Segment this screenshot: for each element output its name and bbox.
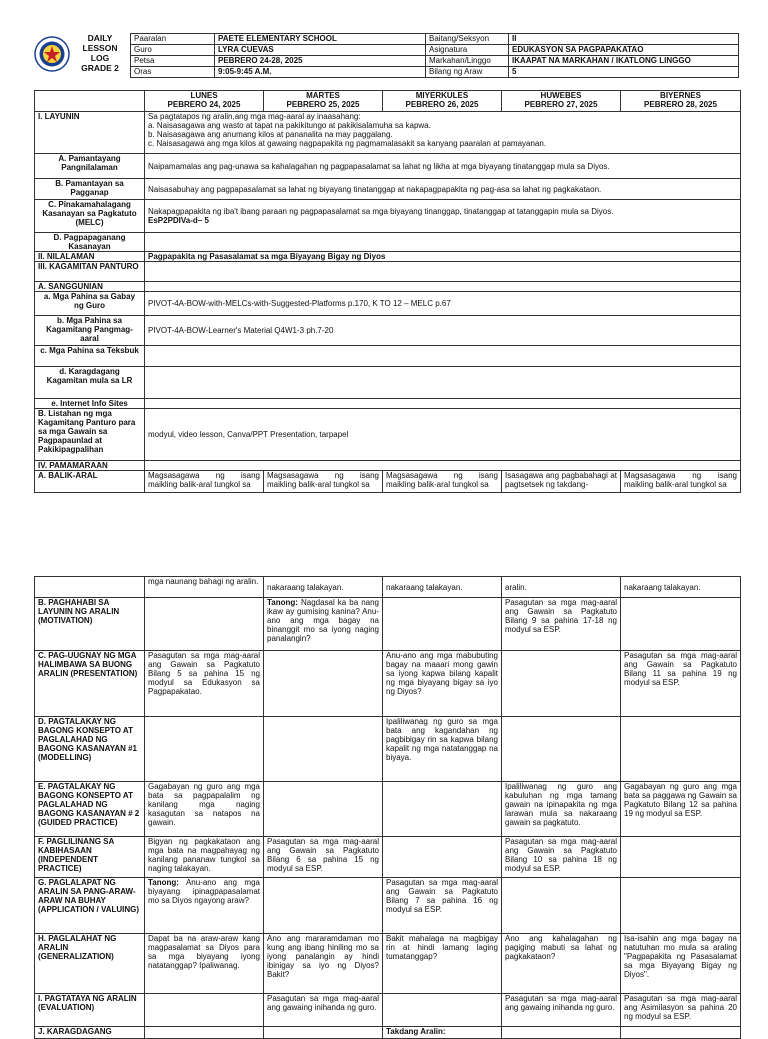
procedure-cell — [264, 651, 383, 717]
day-name: BIYERNES — [660, 91, 701, 100]
continuation-cell: nakaraang talakayan. — [383, 577, 502, 598]
kagamitan-row — [35, 262, 741, 282]
header-row — [131, 34, 739, 45]
procedure-cell: Anu-ano ang mga mabubuting bagay na maaari mong gawin sa iyong kapwa bilang kapalit ng mga biyayang bigay sa iyo ng Diyos? — [383, 651, 502, 717]
procedure-cell — [145, 994, 264, 1027]
teksbuk-row — [35, 346, 741, 367]
pagtataya-row — [35, 994, 741, 1027]
lesson-plan-table — [34, 90, 741, 493]
procedure-cell: Pasagutan sa mga mag-aaral ang gawaing inihanda ng guro. — [502, 994, 621, 1027]
procedure-cell: Pasagutan sa mga mag-aaral ang gawaing inihanda ng guro. — [264, 994, 383, 1027]
kagamitang-content: PIVOT-4A-BOW-Learner's Material Q4W1-3 ph.7-20 — [145, 316, 741, 346]
header-label: Asignatura — [426, 45, 509, 56]
question-prefix: Tanong: — [267, 598, 298, 607]
paglilinang-row — [35, 837, 741, 878]
karagdagang-gawain-row — [35, 1027, 741, 1039]
balik-aral-cell: Magsasagawa ng isang maikling balik-aral tungkol sa — [383, 471, 502, 493]
procedure-cell — [502, 1027, 621, 1039]
procedure-cell — [502, 878, 621, 934]
paglalahat-row — [35, 934, 741, 994]
procedure-cell: Gagabayan ng guro ang mga bata sa paggawa ng Gawain sa Pagkatuto Bilang 12 sa pahina 19 ng modyul sa ESP. — [621, 782, 741, 837]
day-header-biyernes — [621, 91, 741, 112]
paghahabi-row — [35, 598, 741, 651]
balik-aral-cell: Magsasagawa ng isang maikling balik-aral tungkol sa — [145, 471, 264, 493]
procedure-cell — [145, 1027, 264, 1039]
lesson-plan-table-page-2 — [34, 576, 741, 1039]
procedure-cell: Dapat ba na araw-araw kang magpasalamat sa Diyos para sa mga biyayang iyong natatanggap? Ipaliwanag. — [145, 934, 264, 994]
header-label: Oras — [131, 67, 215, 78]
layunin-item-b: b. Naisasagawa ang anumang kilos at pananalita na may paggalang. — [148, 130, 393, 139]
day-name: HUWEBES — [540, 91, 582, 100]
procedure-label: E. PAGTALAKAY NG BAGONG KONSEPTO AT PAGLALAHAD NG BAGONG KASANAYAN # 2 (GUIDED PRACTICE) — [35, 782, 145, 837]
procedure-cell — [383, 837, 502, 878]
paganap-content: Naisasabuhay ang pagpapasalamat sa lahat ng biyayang tinatanggap at nakapagpapakita ng pag-asa sa lahat ng pagkakataon. — [145, 179, 741, 200]
procedure-cell: Pasagutan sa mga mag-aaral ang Asimilasyon sa pahina 20 ng modyul sa ESP. — [621, 994, 741, 1027]
question-text: Anu-ano ang mga biyayang ipinagpapasalamat mo sa Diyos ngayong araw? — [148, 878, 260, 905]
days-header-row — [35, 91, 741, 112]
procedure-label: G. PAGLALAPAT NG ARALIN SA PANG-ARAW-ARAW NA BUHAY (APPLICATION / VALUING) — [35, 878, 145, 934]
pamamaraan-row — [35, 461, 741, 471]
procedure-cell: Ipaliliwanag ng guro sa mga bata ang kagandahan ng pagbibigay rin sa kapwa bilang kapalit ng mga natatanggap na biyaya. — [383, 717, 502, 782]
deped-seal-logo — [34, 36, 70, 72]
pag-uugnay-row — [35, 651, 741, 717]
teksbuk-label: c. Mga Pahina sa Teksbuk — [35, 346, 145, 367]
gabay-label: a. Mga Pahina sa Gabay ng Guro — [35, 292, 145, 316]
layunin-item-c: c. Naisasagawa ang mga kilos at gawaing nagpapakita ng pagmamalasakit sa kanyang paaralan at pamayanan. — [148, 139, 547, 148]
procedure-cell: Bakit mahalaga na magbigay rin at hindi lamang laging tumatanggap? — [383, 934, 502, 994]
procedure-label: F. PAGLILINANG SA KABIHASAAN (INDEPENDENT PRACTICE) — [35, 837, 145, 878]
day-name: LUNES — [190, 91, 218, 100]
continuation-cell: aralin. — [502, 577, 621, 598]
procedure-cell — [264, 782, 383, 837]
question-prefix: Tanong: — [148, 878, 179, 887]
listahan-row — [35, 409, 741, 461]
procedure-cell — [502, 651, 621, 717]
nilalaman-label: II. NILALAMAN — [35, 252, 145, 262]
procedure-cell: Gagabayan ng guro ang mga bata sa pagpapalalim ng kanilang mga naging kasagutan sa natapos na gawain. — [145, 782, 264, 837]
pagpaganang-row — [35, 233, 741, 252]
day-date: PEBRERO 27, 2025 — [524, 100, 598, 109]
sanggunian-row — [35, 282, 741, 292]
paganap-row — [35, 179, 741, 200]
balik-aral-cell: Isasagawa ang pagbabahagi at pagtsetsek ng takdang- — [502, 471, 621, 493]
continuation-cell: nakaraang talakayan. — [264, 577, 383, 598]
daily-lesson-log-title — [72, 33, 128, 73]
melc-text: Nakapagpapakita ng iba't ibang paraan ng pagpapasalamat sa mga biyayang tinanggap, tinatanggap at tatanggapin mula sa Diyos. — [148, 207, 614, 216]
header-info-table — [130, 33, 739, 78]
header-label: Markahan/Linggo — [426, 56, 509, 67]
procedure-cell: Ipaliliwanag ng guro ang kabuluhan ng mga tamang gawain na ipinapakita ng mga larawan mula sa nakaraang gawain sa pagkatuto. — [502, 782, 621, 837]
day-header-huwebes — [502, 91, 621, 112]
procedure-cell: Ano ang kahalagahan ng pagiging mabuti sa lahat ng pagkakataon? — [502, 934, 621, 994]
procedure-cell — [264, 598, 383, 651]
layunin-item-a: a. Naisasagawa ang wasto at tapat na pakikitungo at pakikisalamuha sa kapwa. — [148, 121, 431, 130]
title-line-4: GRADE 2 — [81, 63, 119, 73]
procedure-cell — [383, 782, 502, 837]
balik-aral-cell: Magsasagawa ng isang maikling balik-aral tungkol sa — [621, 471, 741, 493]
procedure-cell — [145, 878, 264, 934]
gabay-row — [35, 292, 741, 316]
teacher-value: LYRA CUEVAS — [215, 45, 426, 56]
day-date: PEBRERO 26, 2025 — [405, 100, 479, 109]
pagtalakay-2-row — [35, 782, 741, 837]
subject-value: EDUKASYON SA PAGPAPAKATAO — [509, 45, 739, 56]
header-row — [131, 67, 739, 78]
procedure-cell: Takdang Aralin: — [383, 1027, 502, 1039]
procedure-label: H. PAGLALAHAT NG ARALIN (GENERALIZATION) — [35, 934, 145, 994]
continuation-row — [35, 577, 741, 598]
procedure-cell — [383, 598, 502, 651]
sanggunian-label: A. SANGGUNIAN — [35, 282, 145, 292]
procedure-label: I. PAGTATAYA NG ARALIN (EVALUATION) — [35, 994, 145, 1027]
layunin-label: I. LAYUNIN — [35, 112, 145, 154]
procedure-cell — [383, 994, 502, 1027]
procedure-label: C. PAG-UUGNAY NG MGA HALIMBAWA SA BUONG ARALIN (PRESENTATION) — [35, 651, 145, 717]
header-label: Paaralan — [131, 34, 215, 45]
pagtalakay-1-row — [35, 717, 741, 782]
pamantayang-row — [35, 154, 741, 179]
header-label: Bilang ng Araw — [426, 67, 509, 78]
date-value: PEBRERO 24-28, 2025 — [215, 56, 426, 67]
pagpaganang-label: D. Pagpapaganang Kasanayan — [35, 233, 145, 252]
melc-code: EsP2PDIVa-d– 5 — [148, 216, 209, 225]
layunin-row — [35, 112, 741, 154]
grade-section-value: II — [509, 34, 739, 45]
procedure-cell — [264, 1027, 383, 1039]
nilalaman-row — [35, 252, 741, 262]
day-date: PEBRERO 25, 2025 — [286, 100, 360, 109]
day-name: MIYERKULES — [415, 91, 469, 100]
procedure-cell — [145, 717, 264, 782]
procedure-label: D. PAGTALAKAY NG BAGONG KONSEPTO AT PAGLALAHAD NG BAGONG KASANAYAN #1 (MODELLING) — [35, 717, 145, 782]
header-label: Petsa — [131, 56, 215, 67]
day-header-miyerkules — [383, 91, 502, 112]
school-value: PAETE ELEMENTARY SCHOOL — [215, 34, 426, 45]
days-count-value: 5 — [509, 67, 739, 78]
procedure-cell — [621, 598, 741, 651]
procedure-cell — [621, 878, 741, 934]
procedure-cell: Isa-isahin ang mga bagay na natutuhan mo mula sa araling "Pagpapakita ng Pasasalamat sa mga Biyayang Bigay ng Diyos". — [621, 934, 741, 994]
procedure-cell — [621, 837, 741, 878]
day-header-martes — [264, 91, 383, 112]
paglalapat-row — [35, 878, 741, 934]
paganap-label: B. Pamantayan sa Pagganap — [35, 179, 145, 200]
balik-aral-cell: Magsasagawa ng isang maikling balik-aral tungkol sa — [264, 471, 383, 493]
header-row — [131, 45, 739, 56]
continuation-cell: mga naunang bahagi ng aralin. — [145, 577, 264, 598]
quarter-week-value: IKAAPAT NA MARKAHAN / IKATLONG LINGGO — [509, 56, 739, 67]
procedure-cell: Pasagutan sa mga mag-aaral ang Gawain sa Pagkatuto Bilang 6 sa pahina 15 ng modyul sa ESP. — [264, 837, 383, 878]
listahan-content: modyul, video lesson, Canva/PPT Presentation, tarpapel — [145, 409, 741, 461]
nilalaman-content: Pagpapakita ng Pasasalamat sa mga Biyayang Bigay ng Diyos — [145, 252, 741, 262]
pamamaraan-label: IV. PAMAMARAAN — [35, 461, 145, 471]
procedure-cell: Pasagutan sa mga mag-aaral ang Gawain sa Pagkatuto Bilang 5 sa pahina 15 ng modyul sa Edukasyon sa Pagpapakatao. — [145, 651, 264, 717]
balik-aral-label: A. BALIK-ARAL — [35, 471, 145, 493]
title-line-1: DAILY — [87, 33, 113, 43]
melc-row — [35, 200, 741, 233]
procedure-cell: Pasagutan sa mga mag-aaral ang Gawain sa Pagkatuto Bilang 7 sa pahina 16 ng modyul sa ESP. — [383, 878, 502, 934]
procedure-cell — [621, 1027, 741, 1039]
procedure-cell: Pasagutan sa mga mag-aaral ang Gawain sa Pagkatuto Bilang 11 sa pahina 19 ng modyul sa ESP. — [621, 651, 741, 717]
procedure-label: B. PAGHAHABI SA LAYUNIN NG ARALIN (MOTIVATION) — [35, 598, 145, 651]
procedure-cell: Pasagutan sa mga mag-aaral ang Gawain sa Pagkatuto Bilang 10 sa pahina 18 ng modyul sa ESP. — [502, 837, 621, 878]
procedure-cell — [621, 717, 741, 782]
kagamitang-row — [35, 316, 741, 346]
day-name: MARTES — [306, 91, 340, 100]
pamantayang-content: Naipamamalas ang pag-unawa sa kahalagahan ng pagpapasalamat sa lahat ng likha at mga biyayang tinatanggap mula sa Diyos. — [145, 154, 741, 179]
pamantayang-label: A. Pamantayang Pangnilalaman — [35, 154, 145, 179]
kagamitan-label: III. KAGAMITAN PANTURO — [35, 262, 145, 282]
procedure-cell: Pasagutan sa mga mag-aaral ang Gawain sa Pagkatuto Bilang 9 sa pahina 17-18 ng modyul sa ESP. — [502, 598, 621, 651]
layunin-intro: Sa pagtatapos ng aralin,ang mga mag-aaral ay inaasahang: — [148, 112, 361, 121]
procedure-cell — [502, 717, 621, 782]
melc-content — [145, 200, 741, 233]
internet-label: e. Internet Info Sites — [35, 399, 145, 409]
procedure-cell — [264, 878, 383, 934]
title-line-3: LOG — [90, 53, 110, 63]
internet-row — [35, 399, 741, 409]
procedure-label: J. KARAGDAGANG — [35, 1027, 145, 1039]
title-line-2: LESSON — [82, 43, 118, 53]
kagamitang-label: b. Mga Pahina sa Kagamitang Pangmag-aaral — [35, 316, 145, 346]
karagdagang-label: d. Karagdagang Kagamitan mula sa LR — [35, 367, 145, 399]
karagdagang-row — [35, 367, 741, 399]
header-label: Baitang/Seksyon — [426, 34, 509, 45]
procedure-cell — [145, 598, 264, 651]
procedure-cell: Bigyan ng pagkakataon ang mga bata na magpahayag ng kanilang pananaw tungkol sa naging talakayan. — [145, 837, 264, 878]
day-header-lunes — [145, 91, 264, 112]
header-row — [131, 56, 739, 67]
melc-label: C. Pinakamahalagang Kasanayan sa Pagkatuto (MELC) — [35, 200, 145, 233]
day-date: PEBRERO 24, 2025 — [167, 100, 241, 109]
procedure-cell: Ano ang mararamdaman mo kung ang ibang hiniling mo sa iyong panalangin ay hindi ibinigay sa iyo ng Diyos? Bakit? — [264, 934, 383, 994]
continuation-cell: nakaraang talakayan. — [621, 577, 741, 598]
question-text: Nagdasal ka ba nang ikaw ay gumising kanina? Anu-ano ang mga bagay na binanggit mo sa iyong naging panalangin? — [267, 598, 379, 643]
procedure-cell — [264, 717, 383, 782]
listahan-label: B. Listahan ng mga Kagamitang Panturo para sa mga Gawain sa Pagpapaunlad at Pakikipagpalihan — [35, 409, 145, 461]
day-date: PEBRERO 28, 2025 — [644, 100, 717, 109]
header-label: Guro — [131, 45, 215, 56]
time-value: 9:05-9:45 A.M. — [215, 67, 426, 78]
balik-aral-row — [35, 471, 741, 493]
gabay-content: PIVOT-4A-BOW-with-MELCs-with-Suggested-Platforms p.170, K TO 12 – MELC p.67 — [145, 292, 741, 316]
layunin-content — [145, 112, 741, 154]
